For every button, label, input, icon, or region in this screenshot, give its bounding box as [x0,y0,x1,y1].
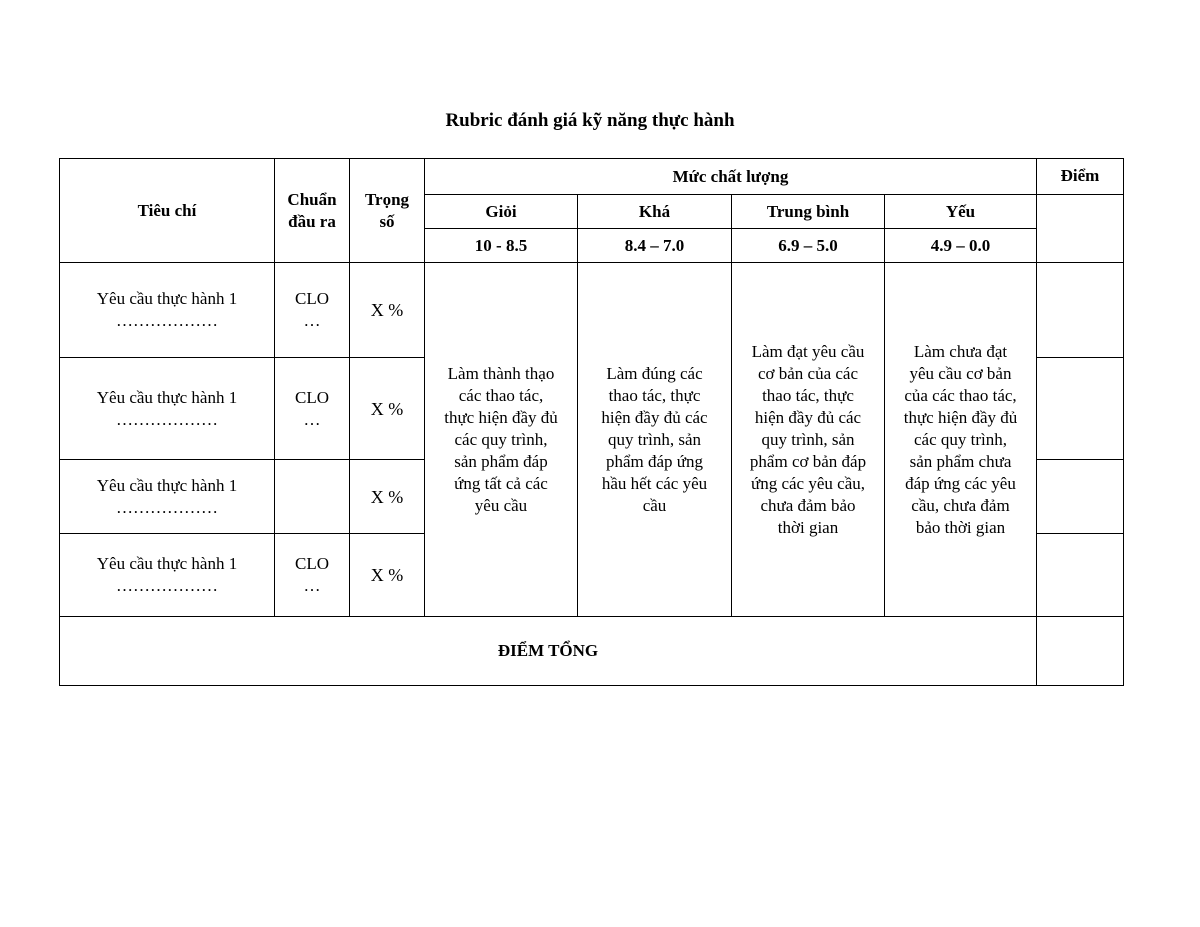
score-cell[interactable] [1037,358,1124,460]
header-weight [350,159,425,263]
level-name: Yếu [885,195,1037,229]
table-row [60,263,1124,358]
header-weight-line1: Trọng [364,189,410,209]
level-range: 10 - 8.5 [425,229,578,263]
clo-cell [275,460,350,534]
clo-label: CLO [295,387,329,407]
level-range: 4.9 – 0.0 [885,229,1037,263]
clo-cell [275,358,350,460]
total-score-cell[interactable] [1037,617,1124,686]
clo-dots: … [303,311,321,330]
header-quality: Mức chất lượng [425,159,1037,195]
header-criteria: Tiêu chí [60,159,275,263]
document-title: Rubric đánh giá kỹ năng thực hành [445,110,735,131]
header-clo-line2: đầu ra [288,211,336,231]
requirement-cell [60,358,275,460]
requirement-dots: ……………… [116,497,218,517]
requirement-label: Yêu cầu thực hành 1 [96,475,238,495]
weight-cell: X % [350,358,425,460]
requirement-dots: ……………… [116,311,218,330]
header-weight-line2: số [379,211,395,231]
header-clo-line1: Chuẩn [287,189,337,209]
level-name: Khá [578,195,732,229]
requirement-cell [60,460,275,534]
level-range: 6.9 – 5.0 [732,229,885,263]
score-cell[interactable] [1037,263,1124,358]
weight-cell: X % [350,263,425,358]
requirement-cell [60,534,275,617]
score-cell[interactable] [1037,534,1124,617]
clo-label: CLO [295,289,329,308]
requirement-label: Yêu cầu thực hành 1 [96,554,238,573]
clo-dots: … [303,409,321,429]
level-name: Trung bình [732,195,885,229]
clo-label: CLO [295,554,329,573]
weight-cell: X % [350,534,425,617]
level-range: 8.4 – 7.0 [578,229,732,263]
requirement-dots: ……………… [116,576,218,595]
header-score-blank [1037,195,1124,263]
header-clo [275,159,350,263]
score-cell[interactable] [1037,460,1124,534]
clo-cell [275,263,350,358]
weight-cell: X % [350,460,425,534]
description-yeu: Làm chưa đạt yêu cầu cơ bản của các thao tác, thực hiện đầy đủ các quy trình, sản phẩm chưa đáp ứng các yêu cầu, chưa đảm bảo thời gian [885,263,1037,617]
description-trung-binh: Làm đạt yêu cầu cơ bản của các thao tác, thực hiện đầy đủ các quy trình, sản phẩm cơ bản đáp ứng các yêu cầu, chưa đảm bảo thời gian [732,263,885,617]
requirement-dots: ……………… [116,409,218,429]
requirement-cell [60,263,275,358]
clo-dots: … [303,576,321,595]
header-row-1 [60,159,1124,195]
total-label: ĐIỂM TỔNG [60,617,1037,686]
requirement-label: Yêu cầu thực hành 1 [96,289,238,308]
total-row [60,617,1124,686]
level-name: Giỏi [425,195,578,229]
description-gioi: Làm thành thạo các thao tác, thực hiện đầy đủ các quy trình, sản phẩm đáp ứng tất cả các yêu cầu [425,263,578,617]
rubric-table [59,158,1124,686]
description-kha: Làm đúng các thao tác, thực hiện đầy đủ các quy trình, sản phẩm đáp ứng hầu hết các yêu cầu [578,263,732,617]
requirement-label: Yêu cầu thực hành 1 [96,387,238,407]
clo-cell [275,534,350,617]
header-score: Điểm [1037,159,1124,195]
